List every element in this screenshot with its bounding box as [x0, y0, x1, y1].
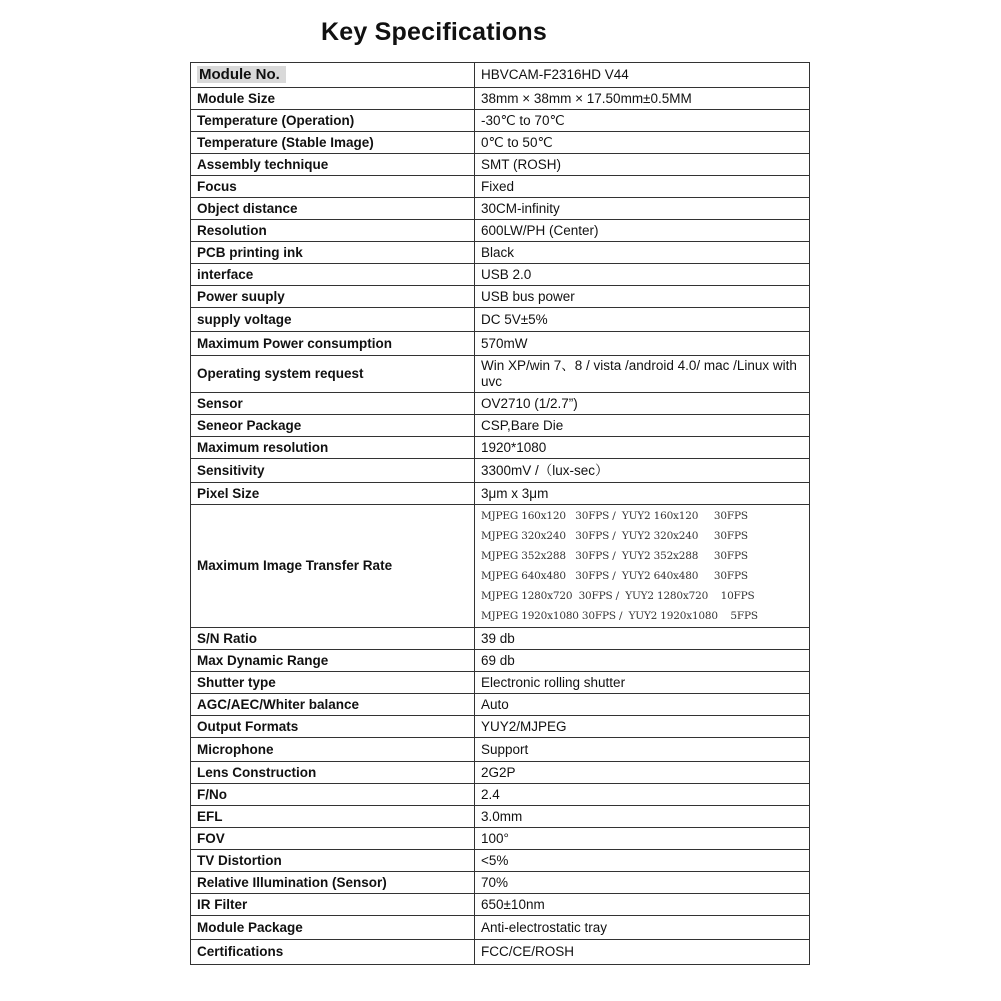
- table-row: [191, 694, 810, 716]
- table-row: [191, 628, 810, 650]
- spec-key: Sensor: [191, 393, 475, 415]
- table-row: [191, 894, 810, 916]
- spec-value: Win XP/win 7、8 / vista /android 4.0/ mac /Linux with uvc: [475, 356, 810, 393]
- table-row: [191, 176, 810, 198]
- spec-value: <5%: [475, 850, 810, 872]
- spec-key: Module Package: [191, 916, 475, 940]
- spec-key: F/No: [191, 784, 475, 806]
- spec-value: USB bus power: [475, 286, 810, 308]
- table-row: [191, 110, 810, 132]
- spec-key: Object distance: [191, 198, 475, 220]
- spec-value: SMT (ROSH): [475, 154, 810, 176]
- spec-key: Temperature (Operation): [191, 110, 475, 132]
- transfer-rate-line: MJPEG 320x240 30FPS / YUY2 320x240 30FPS: [481, 530, 748, 542]
- spec-value: 39 db: [475, 628, 810, 650]
- spec-key: Certifications: [191, 940, 475, 965]
- table-row: [191, 828, 810, 850]
- spec-key: Maximum Image Transfer Rate: [191, 505, 475, 628]
- spec-key: Pixel Size: [191, 483, 475, 505]
- spec-key: S/N Ratio: [191, 628, 475, 650]
- spec-value: FCC/CE/ROSH: [475, 940, 810, 965]
- module-no-label: Module No.: [197, 66, 286, 83]
- table-row: [191, 198, 810, 220]
- spec-value: -30℃ to 70℃: [475, 110, 810, 132]
- table-row: [191, 63, 810, 88]
- transfer-rate-line: MJPEG 1280x720 30FPS / YUY2 1280x720 10FPS: [481, 590, 755, 602]
- spec-value: DC 5V±5%: [475, 308, 810, 332]
- spec-value: Anti-electrostatic tray: [475, 916, 810, 940]
- spec-value: 600LW/PH (Center): [475, 220, 810, 242]
- spec-key: Shutter type: [191, 672, 475, 694]
- spec-key: Focus: [191, 176, 475, 198]
- table-row: [191, 483, 810, 505]
- spec-value: 30CM-infinity: [475, 198, 810, 220]
- spec-value: 100°: [475, 828, 810, 850]
- table-row: [191, 286, 810, 308]
- table-row: [191, 784, 810, 806]
- spec-value: 69 db: [475, 650, 810, 672]
- table-row: [191, 308, 810, 332]
- spec-value: 2G2P: [475, 762, 810, 784]
- model-number: HBVCAM-F2316HD V44: [475, 63, 810, 88]
- spec-value: 38mm × 38mm × 17.50mm±0.5MM: [475, 88, 810, 110]
- table-row: [191, 332, 810, 356]
- table-row: [191, 738, 810, 762]
- spec-key: Temperature (Stable Image): [191, 132, 475, 154]
- transfer-rate-line: MJPEG 352x288 30FPS / YUY2 352x288 30FPS: [481, 550, 748, 562]
- transfer-rate-line: MJPEG 160x120 30FPS / YUY2 160x120 30FPS: [481, 510, 748, 522]
- spec-value: CSP,Bare Die: [475, 415, 810, 437]
- spec-key: TV Distortion: [191, 850, 475, 872]
- spec-key: IR Filter: [191, 894, 475, 916]
- spec-value: 3.0mm: [475, 806, 810, 828]
- spec-key: FOV: [191, 828, 475, 850]
- spec-key: Relative Illumination (Sensor): [191, 872, 475, 894]
- spec-value: OV2710 (1/2.7”): [475, 393, 810, 415]
- spec-key: supply voltage: [191, 308, 475, 332]
- table-row: [191, 716, 810, 738]
- spec-key: Power suuply: [191, 286, 475, 308]
- table-row: [191, 220, 810, 242]
- table-row: [191, 415, 810, 437]
- table-row: [191, 806, 810, 828]
- spec-key: Output Formats: [191, 716, 475, 738]
- spec-value: Fixed: [475, 176, 810, 198]
- table-row: [191, 88, 810, 110]
- table-row: [191, 850, 810, 872]
- table-row: [191, 242, 810, 264]
- specifications-table: [190, 62, 810, 965]
- spec-value: 70%: [475, 872, 810, 894]
- table-row: [191, 393, 810, 415]
- table-row: [191, 872, 810, 894]
- spec-key: Lens Construction: [191, 762, 475, 784]
- table-row: [191, 459, 810, 483]
- transfer-rate-line: MJPEG 640x480 30FPS / YUY2 640x480 30FPS: [481, 570, 748, 582]
- spec-key: Operating system request: [191, 356, 475, 393]
- spec-value: Support: [475, 738, 810, 762]
- spec-key: Maximum Power consumption: [191, 332, 475, 356]
- spec-key: PCB printing ink: [191, 242, 475, 264]
- transfer-rate-list: [475, 505, 810, 628]
- table-row: [191, 940, 810, 965]
- spec-key: Module Size: [191, 88, 475, 110]
- spec-key: Assembly technique: [191, 154, 475, 176]
- spec-value: 2.4: [475, 784, 810, 806]
- spec-value: 570mW: [475, 332, 810, 356]
- spec-value: Auto: [475, 694, 810, 716]
- spec-key: Maximum resolution: [191, 437, 475, 459]
- table-row: [191, 132, 810, 154]
- spec-value: Black: [475, 242, 810, 264]
- spec-value: 650±10nm: [475, 894, 810, 916]
- spec-key: EFL: [191, 806, 475, 828]
- spec-value: Electronic rolling shutter: [475, 672, 810, 694]
- spec-value: USB 2.0: [475, 264, 810, 286]
- spec-key: interface: [191, 264, 475, 286]
- table-row: [191, 505, 810, 628]
- spec-value: YUY2/MJPEG: [475, 716, 810, 738]
- spec-key: Seneor Package: [191, 415, 475, 437]
- spec-key: [191, 63, 475, 88]
- table-row: [191, 356, 810, 393]
- table-row: [191, 437, 810, 459]
- spec-value: 3μm x 3μm: [475, 483, 810, 505]
- spec-value: 0℃ to 50℃: [475, 132, 810, 154]
- table-row: [191, 264, 810, 286]
- spec-key: Sensitivity: [191, 459, 475, 483]
- table-row: [191, 650, 810, 672]
- table-row: [191, 916, 810, 940]
- spec-key: AGC/AEC/Whiter balance: [191, 694, 475, 716]
- spec-value: 1920*1080: [475, 437, 810, 459]
- spec-key: Microphone: [191, 738, 475, 762]
- transfer-rate-line: MJPEG 1920x1080 30FPS / YUY2 1920x1080 5FPS: [481, 610, 758, 622]
- table-row: [191, 154, 810, 176]
- spec-key: Max Dynamic Range: [191, 650, 475, 672]
- table-row: [191, 762, 810, 784]
- page-title: Key Specifications: [321, 18, 547, 46]
- table-row: [191, 672, 810, 694]
- spec-key: Resolution: [191, 220, 475, 242]
- spec-value: 3300mV /（lux-sec）: [475, 459, 810, 483]
